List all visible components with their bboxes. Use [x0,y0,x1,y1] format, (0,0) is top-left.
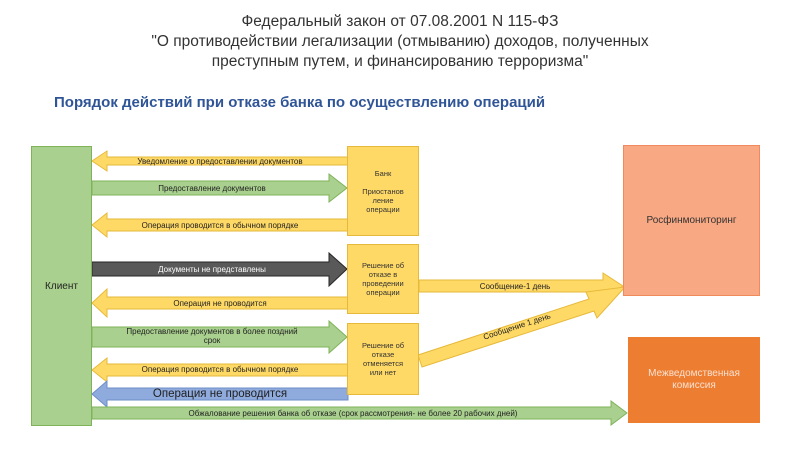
label-provide-docs: Предоставление документов [158,184,266,193]
title-line-3: преступным путем, и финансированию терроризма" [211,53,589,70]
bank-title: Банк [374,168,392,178]
label-provide-docs-later-line-1: Предоставление документов в более поздний [126,327,298,336]
interagency-commission-box [628,337,760,423]
label-provide-docs-later [95,327,329,345]
cancel-line-1: Решение об [361,341,405,350]
label-operation-not-performed-2: Операция не проводится [152,388,288,400]
cancel-line-4: или нет [369,368,397,377]
label-message-rosfin-1: Сообщение-1 день [479,282,551,291]
label-message-rosfin-2: Сообщение 1 день [482,311,552,342]
bank-suspension-box [347,146,419,236]
label-docs-not-provided: Документы не представлены [158,265,266,274]
commission-line-2: комиссия [672,380,716,391]
refusal-line-3: проведении [362,279,404,288]
refusal-decision-box [347,244,419,314]
label-operation-normal-2: Операция проводится в обычном порядке [141,365,299,374]
label-operation-not-performed-1: Операция не проводится [173,299,267,308]
rosfinmonitoring-box [623,145,760,296]
label-notification: Уведомление о предоставлении документов [137,157,303,166]
diagram-subtitle: Порядок действий при отказе банка по осуществлению операций [54,94,546,111]
refusal-line-4: операции [366,288,400,297]
label-operation-normal-1: Операция проводится в обычном порядке [141,221,299,230]
refusal-line-1: Решение об [361,261,405,270]
label-appeal: Обжалование решения банка об отказе (срок рассмотрения- не более 20 рабочих дней) [188,409,518,418]
cancel-line-3: отменяется [362,359,404,368]
title-line-1: Федеральный закон от 07.08.2001 N 115-ФЗ [241,13,559,30]
bank-line-2: ление [372,195,394,205]
bank-line-3: операции [366,204,400,214]
refusal-line-2: отказе в [368,270,398,279]
commission-line-1: Межведомственная [648,368,740,379]
client-box [31,146,92,426]
rosfinmonitoring-label: Росфинмониторинг [646,215,737,226]
client-label: Клиент [45,280,78,292]
title-line-2: "О противодействии легализации (отмыванию) доходов, полученных [151,33,649,50]
bank-line-1: Приостанов [362,186,404,196]
label-provide-docs-later-line-2: срок [203,336,221,345]
cancel-line-2: отказе [371,350,395,359]
cancel-decision-box [347,323,419,395]
